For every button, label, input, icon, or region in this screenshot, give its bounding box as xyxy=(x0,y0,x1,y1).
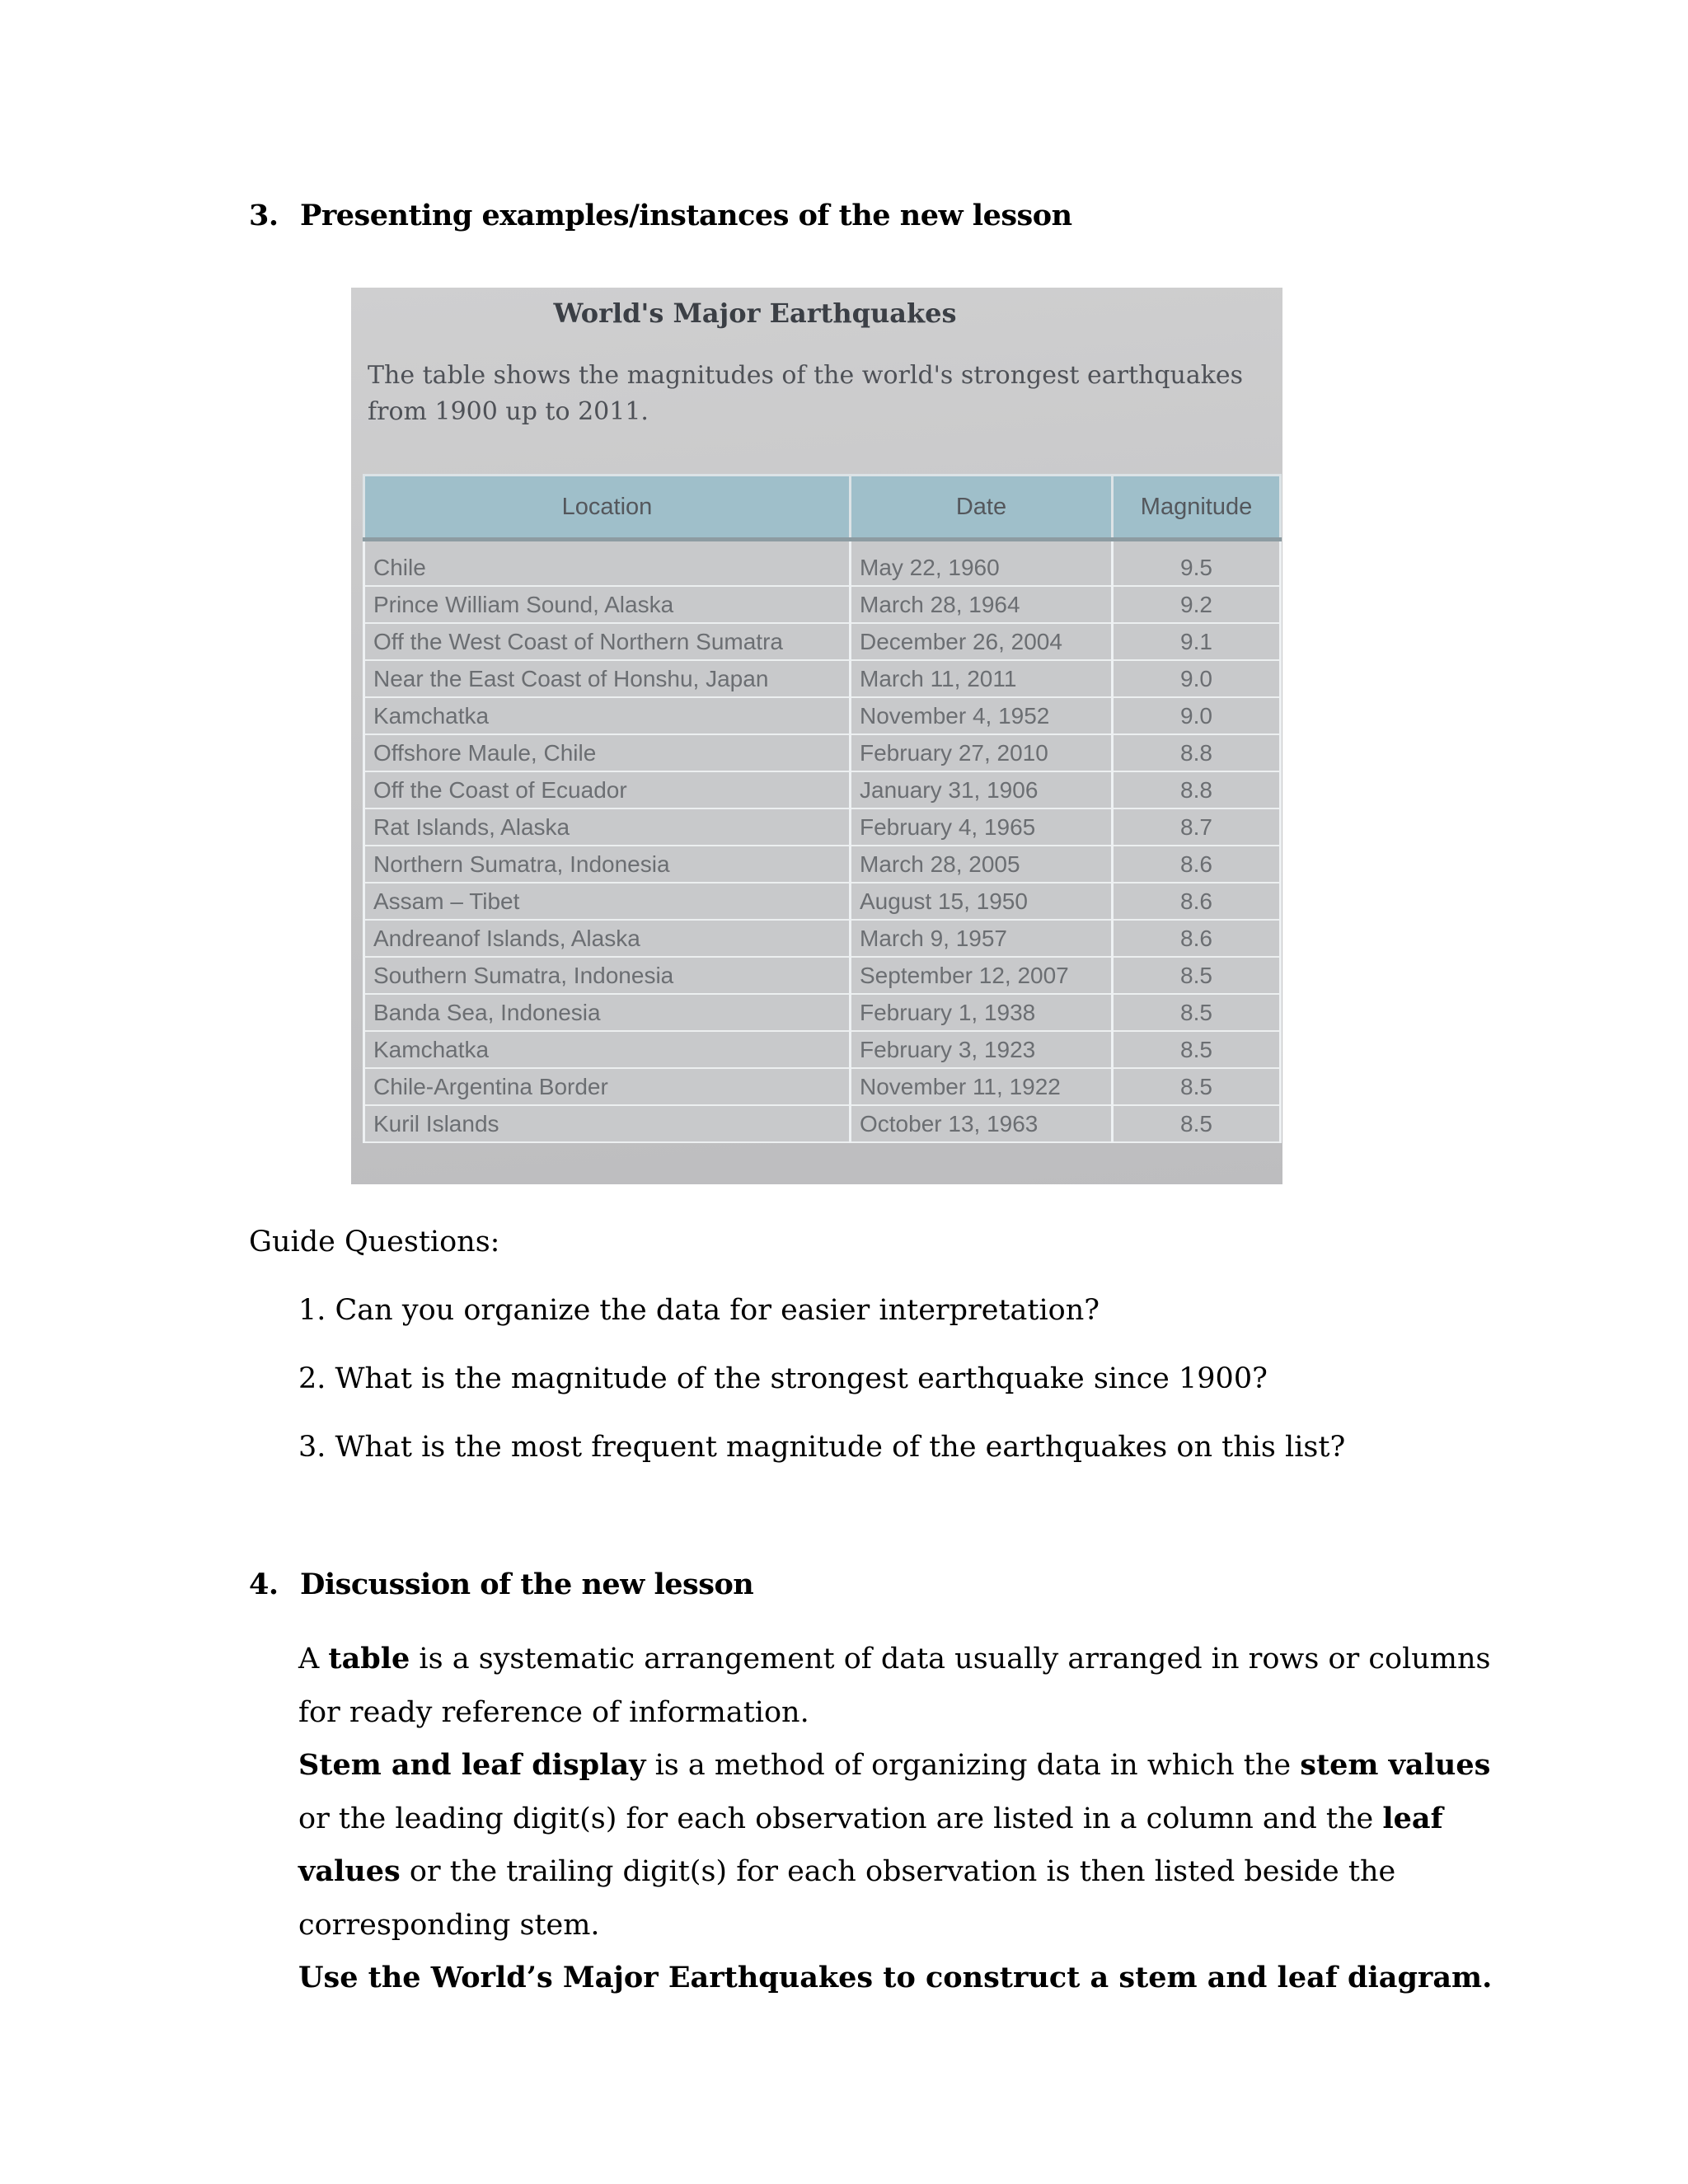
table-row xyxy=(364,586,1281,623)
table-title: World's Major Earthquakes xyxy=(553,298,957,329)
table-definition xyxy=(298,1633,1510,1739)
magnitude-cell: 8.5 xyxy=(1113,957,1281,994)
date-cell: May 22, 1960 xyxy=(851,540,1113,587)
location-cell: Near the East Coast of Honshu, Japan xyxy=(364,660,851,697)
location-cell: Off the Coast of Ecuador xyxy=(364,771,851,808)
table-row xyxy=(364,920,1281,957)
magnitude-cell: 8.6 xyxy=(1113,920,1281,957)
magnitude-cell: 8.5 xyxy=(1113,1105,1281,1142)
section-number: 3. xyxy=(249,199,279,232)
table-row xyxy=(364,771,1281,808)
date-cell: February 1, 1938 xyxy=(851,994,1113,1031)
table-row xyxy=(364,623,1281,660)
location-cell: Prince William Sound, Alaska xyxy=(364,586,851,623)
location-cell: Offshore Maule, Chile xyxy=(364,734,851,771)
guide-questions-title: Guide Questions: xyxy=(249,1226,500,1258)
date-cell: February 4, 1965 xyxy=(851,808,1113,846)
table-row xyxy=(364,1105,1281,1142)
location-cell: Assam – Tibet xyxy=(364,883,851,920)
date-cell: October 13, 1963 xyxy=(851,1105,1113,1142)
text-run: or the leading digit(s) for each observation are listed in a column and the xyxy=(298,1802,1383,1835)
table-intro: The table shows the magnitudes of the world's strongest earthquakes from 1900 up to 2011. xyxy=(368,361,1244,426)
table-row xyxy=(364,697,1281,734)
location-cell: Banda Sea, Indonesia xyxy=(364,994,851,1031)
section-title: Presenting examples/instances of the new lesson xyxy=(300,199,1072,232)
magnitude-cell: 8.6 xyxy=(1113,883,1281,920)
date-cell: December 26, 2004 xyxy=(851,623,1113,660)
location-cell: Andreanof Islands, Alaska xyxy=(364,920,851,957)
date-cell: November 4, 1952 xyxy=(851,697,1113,734)
table-row xyxy=(364,1068,1281,1105)
term-stem-values: stem values xyxy=(1300,1748,1491,1782)
date-cell: January 31, 1906 xyxy=(851,771,1113,808)
section-3-heading xyxy=(249,199,1072,232)
table-row xyxy=(364,883,1281,920)
header-location: Location xyxy=(364,476,851,540)
term-stem-leaf-display: Stem and leaf display xyxy=(298,1748,646,1782)
header-magnitude: Magnitude xyxy=(1113,476,1281,540)
magnitude-cell: 8.8 xyxy=(1113,734,1281,771)
table-row xyxy=(364,540,1281,587)
table-row xyxy=(364,808,1281,846)
date-cell: March 28, 1964 xyxy=(851,586,1113,623)
location-cell: Chile-Argentina Border xyxy=(364,1068,851,1105)
earthquake-table xyxy=(363,474,1282,1143)
magnitude-cell: 8.5 xyxy=(1113,1031,1281,1068)
magnitude-cell: 9.5 xyxy=(1113,540,1281,587)
location-cell: Kuril Islands xyxy=(364,1105,851,1142)
term-table: table xyxy=(328,1642,410,1675)
location-cell: Kamchatka xyxy=(364,697,851,734)
location-cell: Northern Sumatra, Indonesia xyxy=(364,846,851,883)
magnitude-cell: 8.6 xyxy=(1113,846,1281,883)
table-body xyxy=(364,540,1281,1143)
section-4-heading xyxy=(249,1568,753,1601)
magnitude-cell: 9.1 xyxy=(1113,623,1281,660)
guide-question: 1. Can you organize the data for easier interpretation? xyxy=(298,1294,1100,1327)
text-run: is a method of organizing data in which the xyxy=(645,1749,1301,1782)
term-leaf-values: leaf values xyxy=(298,1801,1443,1888)
table-row xyxy=(364,957,1281,994)
text-run: is a systematic arrangement of data usually arranged in rows or columns for ready reference of information. xyxy=(298,1643,1491,1729)
instruction-text: Use the World’s Major Earthquakes to construct a stem and leaf diagram. xyxy=(298,1961,1493,1994)
date-cell: March 28, 2005 xyxy=(851,846,1113,883)
date-cell: March 11, 2011 xyxy=(851,660,1113,697)
magnitude-cell: 9.2 xyxy=(1113,586,1281,623)
magnitude-cell: 9.0 xyxy=(1113,660,1281,697)
date-cell: November 11, 1922 xyxy=(851,1068,1113,1105)
magnitude-cell: 8.7 xyxy=(1113,808,1281,846)
date-cell: September 12, 2007 xyxy=(851,957,1113,994)
text-run: or the trailing digit(s) for each observation is then listed beside the corresponding stem. xyxy=(298,1855,1396,1942)
table-row xyxy=(364,846,1281,883)
date-cell: August 15, 1950 xyxy=(851,883,1113,920)
magnitude-cell: 8.5 xyxy=(1113,1068,1281,1105)
table-row xyxy=(364,994,1281,1031)
magnitude-cell: 8.5 xyxy=(1113,994,1281,1031)
table-row xyxy=(364,660,1281,697)
discussion-text xyxy=(298,1633,1510,2005)
table-row xyxy=(364,734,1281,771)
task-instruction xyxy=(298,1952,1510,2005)
earthquake-table-photo xyxy=(351,288,1282,1184)
location-cell: Southern Sumatra, Indonesia xyxy=(364,957,851,994)
date-cell: March 9, 1957 xyxy=(851,920,1113,957)
date-cell: February 27, 2010 xyxy=(851,734,1113,771)
header-date: Date xyxy=(851,476,1113,540)
stem-leaf-definition xyxy=(298,1739,1510,1952)
section-number: 4. xyxy=(249,1568,279,1601)
location-cell: Off the West Coast of Northern Sumatra xyxy=(364,623,851,660)
guide-questions-list xyxy=(298,1294,1345,1499)
guide-question: 2. What is the magnitude of the strongest earthquake since 1900? xyxy=(298,1362,1268,1395)
date-cell: February 3, 1923 xyxy=(851,1031,1113,1068)
table-row xyxy=(364,1031,1281,1068)
guide-question: 3. What is the most frequent magnitude of the earthquakes on this list? xyxy=(298,1431,1346,1464)
location-cell: Rat Islands, Alaska xyxy=(364,808,851,846)
magnitude-cell: 9.0 xyxy=(1113,697,1281,734)
location-cell: Kamchatka xyxy=(364,1031,851,1068)
location-cell: Chile xyxy=(364,540,851,587)
text-run: A xyxy=(298,1643,329,1675)
magnitude-cell: 8.8 xyxy=(1113,771,1281,808)
section-title: Discussion of the new lesson xyxy=(300,1568,754,1601)
table-header-row xyxy=(364,476,1281,540)
